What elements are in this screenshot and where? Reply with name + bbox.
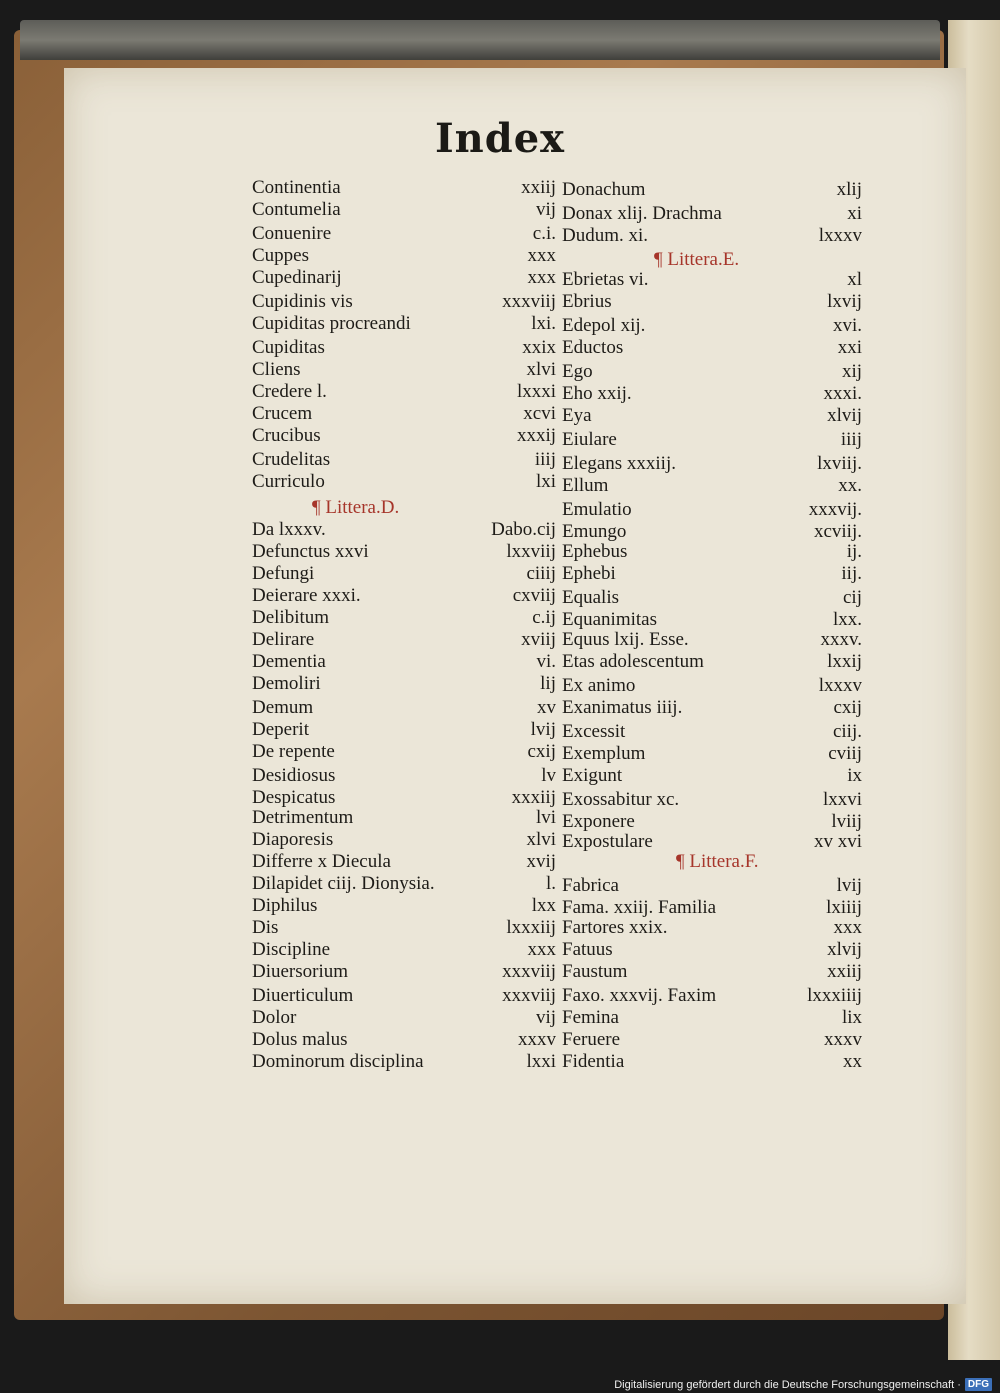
right_column-entry-ref: lxxvi (822, 789, 862, 810)
left_column-entry-term: Detrimentum (252, 807, 354, 828)
right_column-entry-term: Eiulare (562, 429, 617, 450)
left_column-entry-term: Diuerticulum (252, 985, 354, 1006)
right_column-entry-ref: cij (843, 587, 862, 608)
left_column-entry-ref: lxxxiij (506, 917, 556, 938)
left_column-entry-term: Dolor (252, 1007, 297, 1028)
left_column-entry-ref: xxxiij (511, 787, 556, 808)
right_column-entry-ref: xi (847, 203, 862, 224)
right_column-entry-ref: lxviij. (817, 453, 862, 474)
left_column-entry-term: Cliens (252, 359, 301, 380)
right_column-entry-term: Femina (562, 1007, 619, 1028)
right_column-entry-term: Eho xxij. (562, 383, 632, 404)
left_column-entry-term: Crucem (252, 403, 313, 424)
left_column-entry-term: Cupiditas procreandi (252, 313, 411, 334)
left_column-entry-term: Continentia (252, 177, 341, 198)
left_column-entry-ref: l. (545, 873, 556, 894)
right_column-entry-term: Donachum (562, 179, 646, 200)
left_column-entry-ref: lxxviij (506, 541, 556, 562)
left_column-entry-term: Diuersorium (252, 961, 349, 982)
left_column-entry-ref: xxxij (516, 425, 556, 446)
right_column-entry-ref: ciij. (832, 721, 862, 742)
left_column-entry-ref: vi. (536, 651, 556, 672)
right_column-entry-term: Edepol xij. (562, 315, 646, 336)
left_column-entry-ref: ciiij (526, 563, 556, 584)
left_column-entry-ref: xxx (527, 267, 556, 288)
right_column-entry-ref: xlvij (827, 939, 862, 960)
left_column-entry-ref: xxxviij (502, 291, 556, 312)
right_column-entry-ref: xxi (837, 337, 862, 358)
page-title: Index (0, 115, 1000, 162)
left_column-entry-ref: c.ij (532, 607, 556, 628)
left_column-entry-ref: xxxviij (502, 961, 556, 982)
left_column-entry-term: Despicatus (252, 787, 336, 808)
left_column-entry-ref: lxi (535, 471, 556, 492)
left_column-entry-term: De repente (252, 741, 335, 762)
right_column-entry-ref: xxxvij. (808, 499, 862, 520)
book-spine-edge (20, 20, 940, 60)
right_column-entry-ref: lxiiij (826, 897, 862, 918)
left_column-entry-term: Defunctus xxvi (252, 541, 369, 562)
right_column-entry-term: Elegans xxxiij. (562, 453, 676, 474)
left_column-entry-term: Dementia (252, 651, 326, 672)
left_column-entry-term: Desidiosus (252, 765, 336, 786)
right_column-entry-term: Faxo. xxxvij. Faxim (562, 985, 717, 1006)
left_column-entry-term: Differre x Diecula (252, 851, 391, 872)
footer-text: Digitalisierung gefördert durch die Deutsche Forschungsgemeinschaft · (614, 1378, 961, 1391)
left_column-entry-term: Curriculo (252, 471, 325, 492)
left_column-entry-ref: xxiij (521, 177, 556, 198)
right_column-entry-ref: xxxi. (823, 383, 862, 404)
right_column-entry-ref: ij. (846, 541, 862, 562)
left_column-entry-ref: lv (541, 765, 556, 786)
right_column-entry-term: Ex animo (562, 675, 636, 696)
left_column-entry-ref: lij (540, 673, 556, 694)
left_column-entry-term: Deierare xxxi. (252, 585, 361, 606)
right_column-entry-term: Equanimitas (562, 609, 657, 630)
left_column-entry-ref: xxxv (518, 1029, 556, 1050)
left_column-entry-ref: xlvi (526, 359, 556, 380)
rubric-littera-d: ¶ Littera.D. (312, 497, 400, 518)
left_column-entry-term: Conuenire (252, 223, 332, 244)
left_column-entry-term: Diphilus (252, 895, 318, 916)
right_column-entry-ref: xij (841, 361, 862, 382)
right_column-entry-ref: lxxij (827, 651, 862, 672)
right_column-entry-term: Fatuus (562, 939, 613, 960)
left_column-entry-ref: xcvi (523, 403, 556, 424)
right_column-entry-term: Etas adolescentum (562, 651, 704, 672)
left_column-entry-term: Dominorum disciplina (252, 1051, 424, 1072)
left_column-entry-term: Discipline (252, 939, 331, 960)
left_column-entry-ref: xvij (526, 851, 556, 872)
right_column-entry-ref: xxxv (824, 1029, 862, 1050)
left_column-entry-ref: lvi (535, 807, 556, 828)
right_column-entry-term: Donax xlij. Drachma (562, 203, 722, 224)
left_column-entry-ref: xlvi (526, 829, 556, 850)
right_column-entry-term: Exemplum (562, 743, 646, 764)
left_column-entry-term: Cupidinis vis (252, 291, 353, 312)
right_column-entry-term: Fabrica (562, 875, 619, 896)
right_column-entry-ref: xxx (833, 917, 862, 938)
left_column-entry-term: Deperit (252, 719, 309, 740)
right_column-entry-ref: xxiij (827, 961, 862, 982)
right_column-entry-ref: xx. (838, 475, 862, 496)
right_column-entry-ref: xv xvi (813, 831, 862, 852)
right_column-entry-term: Ebrietas vi. (562, 269, 649, 290)
dfg-logo: DFG (965, 1378, 992, 1391)
right_column-entry-term: Equalis (562, 587, 619, 608)
left_column-entry-ref: xxx (527, 939, 556, 960)
right_column-entry-term: Ellum (562, 475, 609, 496)
left_column-entry-term: Demum (252, 697, 314, 718)
right_column-entry-ref: lxxxv (818, 225, 862, 246)
right_column-entry-term: Ego (562, 361, 593, 382)
right_column-entry-term: Exossabitur xc. (562, 789, 680, 810)
right_column-entry-ref: lviij (831, 811, 862, 832)
right_column-entry-term: Exponere (562, 811, 635, 832)
left_column-entry-ref: lxi. (531, 313, 556, 334)
right_column-entry-ref: lxxxv (818, 675, 862, 696)
left_column-entry-term: Cupedinarij (252, 267, 342, 288)
left_column-entry-term: Delirare (252, 629, 315, 650)
left_column-entry-term: Defungi (252, 563, 315, 584)
right_column-entry-term: Emungo (562, 521, 627, 542)
right_column-entry-ref: lvij (836, 875, 862, 896)
right_column-entry-term: Dudum. xi. (562, 225, 649, 246)
left_column-entry-term: Demoliri (252, 673, 321, 694)
right_column-entry-ref: lxx. (832, 609, 862, 630)
left_column-entry-ref: xv (537, 697, 556, 718)
right_column-entry-term: Fidentia (562, 1051, 625, 1072)
left_column-entry-ref: xxx (527, 245, 556, 266)
rubric-littera-e: ¶ Littera.E. (654, 249, 740, 270)
rubric-littera-f: ¶ Littera.F. (676, 851, 759, 872)
left_column-entry-term: Cupiditas (252, 337, 325, 358)
left_column-entry-term: Crucibus (252, 425, 321, 446)
left_column-entry-ref: lxxxi (516, 381, 556, 402)
right_column-entry-ref: ix (847, 765, 862, 786)
right_column-entry-term: Fartores xxix. (562, 917, 668, 938)
left_column-entry-ref: lxxi (526, 1051, 556, 1072)
left_column-entry-term: Contumelia (252, 199, 341, 220)
right_column-entry-term: Feruere (562, 1029, 621, 1050)
right_column-entry-ref: xlvij (827, 405, 862, 426)
right_column-entry-ref: xvi. (832, 315, 862, 336)
right_column-entry-ref: xxxv. (820, 629, 862, 650)
left_column-entry-term: Dis (252, 917, 279, 938)
left_column-entry-ref: cxviij (512, 585, 556, 606)
right_column-entry-ref: iij. (841, 563, 862, 584)
left_column-entry-term: Dilapidet ciij. Dionysia. (252, 873, 435, 894)
right_column-entry-term: Eductos (562, 337, 624, 358)
left_column-entry-ref: xxxviij (502, 985, 556, 1006)
left_column-entry-term: Credere l. (252, 381, 327, 402)
right_column-entry-ref: xcviij. (813, 521, 862, 542)
digitization-footer (614, 1378, 992, 1391)
right_column-entry-ref: xlij (836, 179, 862, 200)
left_column-entry-ref: Dabo.cij (491, 519, 556, 540)
left_column-entry-ref: cxij (527, 741, 556, 762)
left_column-entry-term: Da lxxxv. (252, 519, 326, 540)
right_column-entry-term: Fama. xxiij. Familia (562, 897, 717, 918)
left_column-entry-ref: vij (535, 199, 556, 220)
left_column-entry-term: Crudelitas (252, 449, 331, 470)
left_column-entry-term: Dolus malus (252, 1029, 348, 1050)
right_column-entry-ref: lxvij (827, 291, 862, 312)
right_column-entry-ref: iiij (840, 429, 862, 450)
right_column-entry-term: Eya (562, 405, 592, 426)
right_column-entry-term: Faustum (562, 961, 628, 982)
right_column-entry-ref: xl (847, 269, 862, 290)
left_column-entry-ref: xviij (521, 629, 556, 650)
right_column-entry-term: Exanimatus iiij. (562, 697, 683, 718)
right_column-entry-term: Ephebus (562, 541, 628, 562)
right_column-entry-ref: lxxxiiij (807, 985, 862, 1006)
left_column-entry-ref: iiij (534, 449, 556, 470)
left_column-entry-ref: lxx (531, 895, 556, 916)
right_column-entry-ref: cxij (833, 697, 862, 718)
left_column-entry-term: Delibitum (252, 607, 330, 628)
right_column-entry-term: Expostulare (562, 831, 653, 852)
right_column-entry-ref: lix (841, 1007, 862, 1028)
left_column-entry-ref: lvij (530, 719, 556, 740)
right_column-entry-term: Excessit (562, 721, 626, 742)
right_column-entry-ref: xx (843, 1051, 862, 1072)
left_column-entry-ref: vij (535, 1007, 556, 1028)
right_column-entry-term: Emulatio (562, 499, 632, 520)
left_column-entry-term: Diaporesis (252, 829, 334, 850)
right_column-entry-term: Ephebi (562, 563, 616, 584)
left_column-entry-ref: xxix (522, 337, 556, 358)
right_column-entry-ref: cviij (828, 743, 862, 764)
left_column-entry-term: Cuppes (252, 245, 309, 266)
left_column-entry-ref: c.i. (532, 223, 556, 244)
right_column-entry-term: Equus lxij. Esse. (562, 629, 689, 650)
right_column-entry-term: Ebrius (562, 291, 612, 312)
right_column-entry-term: Exigunt (562, 765, 623, 786)
